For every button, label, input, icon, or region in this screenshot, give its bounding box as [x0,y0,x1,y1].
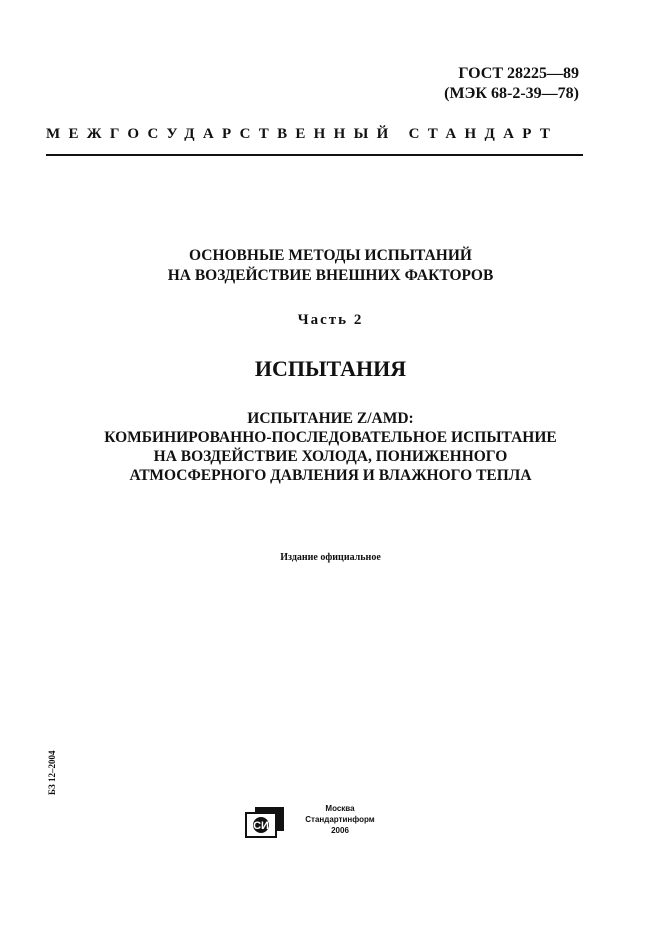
gost-number: ГОСТ 28225—89 [458,65,579,82]
header-divider [46,154,583,156]
part-label: Часть 2 [297,312,364,328]
section-title: ИСПЫТАНИЯ [254,356,407,381]
edition-label: Издание официальное [280,552,381,563]
main-title [0,246,661,286]
main-title-line: ОСНОВНЫЕ МЕТОДЫ ИСПЫТАНИЙ [189,247,472,264]
side-code: БЗ 12–2004 [47,750,57,795]
svg-text:СИ: СИ [253,820,269,832]
sub-title-line: КОМБИНИРОВАННО-ПОСЛЕДОВАТЕЛЬНОЕ ИСПЫТАНИЕ [104,429,557,446]
standard-type-heading: МЕЖГОСУДАРСТВЕННЫЙ СТАНДАРТ [46,126,559,142]
standartinform-logo-icon [245,806,285,838]
publisher-city: Москва [325,804,355,813]
main-title-line: НА ВОЗДЕЙСТВИЕ ВНЕШНИХ ФАКТОРОВ [167,267,494,284]
sub-title-line: НА ВОЗДЕЙСТВИЕ ХОЛОДА, ПОНИЖЕННОГО [153,448,508,465]
sub-title-line: АТМОСФЕРНОГО ДАВЛЕНИЯ И ВЛАЖНОГО ТЕПЛА [129,467,532,484]
iec-number: (МЭК 68-2-39—78) [444,85,579,102]
sub-title [0,409,661,485]
standard-designation [444,64,579,104]
publisher-name: Стандартинформ [305,815,375,824]
publisher-year: 2006 [331,826,349,835]
sub-title-line: ИСПЫТАНИЕ Z/AMD: [247,410,414,427]
publisher-block [290,803,390,836]
